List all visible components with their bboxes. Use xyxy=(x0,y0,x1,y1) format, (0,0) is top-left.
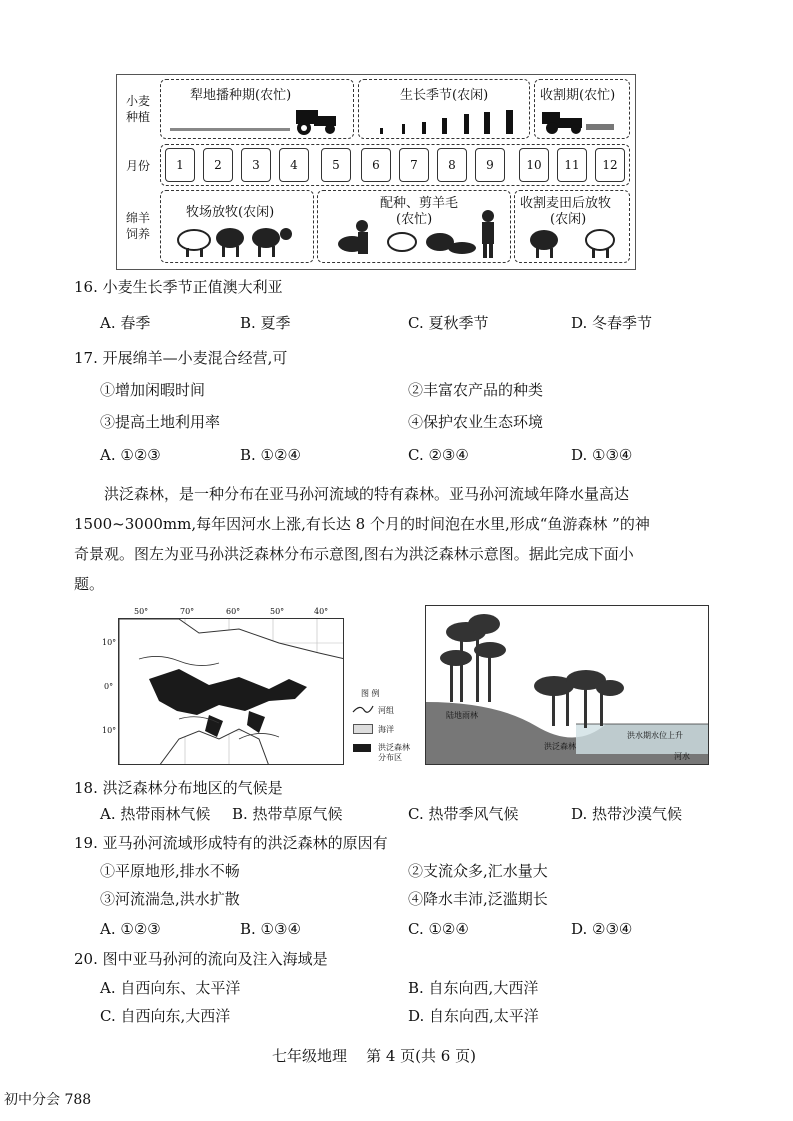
row-label-month-text: 月份 xyxy=(125,159,150,173)
month-6: 6 xyxy=(361,148,391,182)
lon-label-2: 70° xyxy=(180,607,195,616)
legend-forest-label-1: 洪泛森林 xyxy=(378,743,410,752)
q17-item-3: ③提高土地利用率 xyxy=(100,413,221,431)
month-5: 5 xyxy=(321,148,351,182)
passage-line-4: 题。 xyxy=(74,575,105,593)
q18-option-b[interactable]: B. 热带草原气候 xyxy=(232,805,343,823)
question-20-stem: 20. 图中亚马孙河的流向及注入海域是 xyxy=(74,950,328,968)
q19-item-2: ②支流众多,汇水量大 xyxy=(408,862,548,880)
q19-option-d[interactable]: D. ②③④ xyxy=(571,920,633,938)
row-label-wheat-text: 小麦种植 xyxy=(125,94,150,124)
lat-label-3: 10° xyxy=(102,726,117,735)
passage-line-3: 奇景观。图左为亚马孙洪泛森林分布示意图,图右为洪泛森林示意图。据此完成下面小 xyxy=(74,545,634,563)
row-label-month xyxy=(118,158,158,174)
q20-option-a[interactable]: A. 自西向东、太平洋 xyxy=(100,979,241,997)
legend-ocean-swatch xyxy=(353,724,373,734)
lon-label-1: 50° xyxy=(134,607,149,616)
sheep-period-stubble-label: 收割麦田后放牧 xyxy=(520,196,612,211)
month-8: 8 xyxy=(437,148,467,182)
q18-option-a[interactable]: A. 热带雨林气候 xyxy=(100,805,211,823)
sheep-grazing-illustration xyxy=(168,220,308,260)
q20-option-d[interactable]: D. 自东向西,太平洋 xyxy=(408,1007,539,1025)
legend-forest-swatch xyxy=(353,744,371,752)
sheep-period-stubble-status: (农闲) xyxy=(550,212,587,227)
q19-item-1: ①平原地形,排水不畅 xyxy=(100,862,240,880)
month-12: 12 xyxy=(595,148,625,182)
harvester-illustration xyxy=(538,108,618,136)
row-label-sheep xyxy=(120,210,156,242)
lon-label-4: 50° xyxy=(270,607,285,616)
legend-river-icon xyxy=(352,704,374,714)
month-1: 1 xyxy=(165,148,195,182)
page-footer: 七年级地理 第 4 页(共 6 页) xyxy=(272,1047,476,1065)
row-label-sheep-text: 绵羊饲养 xyxy=(125,211,150,241)
month-3: 3 xyxy=(241,148,271,182)
corner-mark: 初中分会 788 xyxy=(4,1092,92,1108)
lon-label-5: 40° xyxy=(314,607,329,616)
month-11: 11 xyxy=(557,148,587,182)
question-18-stem: 18. 洪泛森林分布地区的气候是 xyxy=(74,779,283,797)
q17-item-4: ④保护农业生态环境 xyxy=(408,413,544,431)
q16-option-b[interactable]: B. 夏季 xyxy=(240,314,291,332)
q16-option-c[interactable]: C. 夏秋季节 xyxy=(408,314,489,332)
sheep-period-grazing-label: 牧场放牧(农闲) xyxy=(186,205,275,220)
q19-item-4: ④降水丰沛,泛滥期长 xyxy=(408,890,548,908)
q19-item-3: ③河流湍急,洪水扩散 xyxy=(100,890,240,908)
q18-option-c[interactable]: C. 热带季风气候 xyxy=(408,805,519,823)
wheat-growth-illustration xyxy=(372,108,522,136)
q20-option-c[interactable]: C. 自西向东,大西洋 xyxy=(100,1007,231,1025)
legend-ocean-label: 海洋 xyxy=(378,725,394,734)
amazon-map-graphic xyxy=(119,619,344,765)
lon-label-3: 60° xyxy=(226,607,241,616)
label-rainforest: 陆地雨林 xyxy=(446,711,478,720)
month-4: 4 xyxy=(279,148,309,182)
q18-option-d[interactable]: D. 热带沙漠气候 xyxy=(571,805,683,823)
question-16-stem: 16. 小麦生长季节正值澳大利亚 xyxy=(74,278,283,296)
passage xyxy=(74,479,724,599)
q19-option-c[interactable]: C. ①②④ xyxy=(408,920,469,938)
question-17-stem: 17. 开展绵羊—小麦混合经营,可 xyxy=(74,349,288,367)
q17-item-1: ①增加闲暇时间 xyxy=(100,381,206,399)
wheat-period-growing-label: 生长季节(农闲) xyxy=(400,88,489,103)
sheep-period-breeding-status: (农忙) xyxy=(396,212,433,227)
legend-forest-label-2: 分布区 xyxy=(378,753,402,762)
sheep-shearing-illustration xyxy=(322,206,508,260)
tractor-plowing-illustration xyxy=(168,104,348,136)
legend-title: 图 例 xyxy=(361,689,380,698)
month-9: 9 xyxy=(475,148,505,182)
q16-option-d[interactable]: D. 冬春季节 xyxy=(571,314,653,332)
label-flood-forest: 洪泛森林 xyxy=(544,742,576,751)
q19-option-b[interactable]: B. ①③④ xyxy=(240,920,301,938)
wheat-period-sowing-label: 犁地播种期(农忙) xyxy=(190,88,292,103)
month-10: 10 xyxy=(519,148,549,182)
q17-option-a[interactable]: A. ①②③ xyxy=(100,446,161,464)
passage-line-1: 洪泛森林，是一种分布在亚马孙河流域的特有森林。亚马孙河流域年降水量高达 xyxy=(104,485,630,503)
q20-option-b[interactable]: B. 自东向西,大西洋 xyxy=(408,979,539,997)
legend-river-label: 河组 xyxy=(378,706,394,715)
lat-label-2: 0° xyxy=(104,682,114,691)
q16-option-a[interactable]: A. 春季 xyxy=(100,314,151,332)
sheep-period-breeding-label: 配种、剪羊毛 xyxy=(380,196,459,211)
row-label-wheat xyxy=(120,93,156,125)
label-water-rise: 洪水期水位上升 xyxy=(627,731,683,740)
q17-option-c[interactable]: C. ②③④ xyxy=(408,446,469,464)
label-water: 河水 xyxy=(674,752,690,761)
q17-item-2: ②丰富农产品的种类 xyxy=(408,381,544,399)
amazon-distribution-map xyxy=(118,618,344,765)
passage-line-2: 1500~3000mm,每年因河水上涨,有长达 8 个月的时间泡在水里,形成“鱼游森林 ”的神 xyxy=(74,515,650,533)
q17-option-d[interactable]: D. ①③④ xyxy=(571,446,633,464)
question-19-stem: 19. 亚马孙河流域形成特有的洪泛森林的原因有 xyxy=(74,834,388,852)
lat-label-1: 10° xyxy=(102,638,117,647)
q17-option-b[interactable]: B. ①②④ xyxy=(240,446,301,464)
sheep-stubble-illustration xyxy=(520,222,628,260)
month-2: 2 xyxy=(203,148,233,182)
month-7: 7 xyxy=(399,148,429,182)
wheat-period-harvest-label: 收割期(农忙) xyxy=(540,88,616,103)
q19-option-a[interactable]: A. ①②③ xyxy=(100,920,161,938)
